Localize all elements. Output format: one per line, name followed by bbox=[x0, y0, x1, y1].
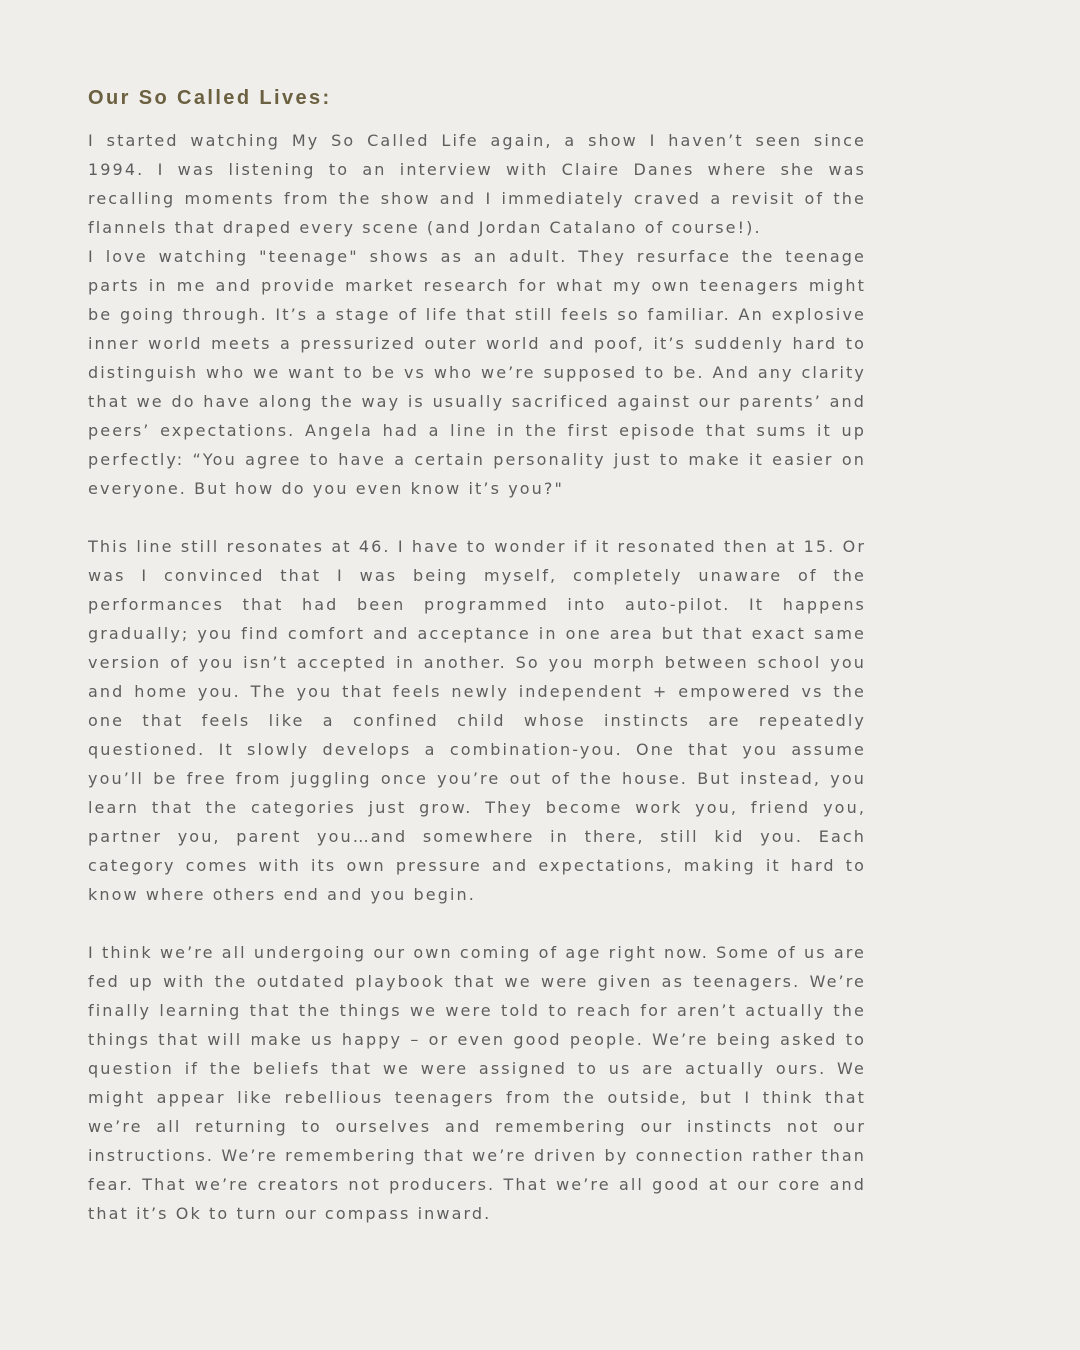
article-title: Our So Called Lives: bbox=[88, 87, 332, 109]
article bbox=[88, 84, 866, 1228]
paragraph-coming-of-age: I think we’re all undergoing our own coming of age right now. Some of us are fed up with the outdated playbook that we were given as teenagers. We’re finally learning that the things we were told to reach for aren’t actually the things that will make us happy – or even good people. We’re being asked to question if the beliefs that we were assigned to us are actually ours. We might appear like rebellious teenagers from the outside, but I think that we’re all returning to ourselves and remembering our instincts not our instructions. We’re remembering that we’re driven by connection rather than fear. That we’re creators not producers. That we’re all good at our core and that it’s Ok to turn our compass inward. bbox=[88, 943, 866, 1223]
paragraph-resonates: This line still resonates at 46. I have to wonder if it resonated then at 15. Or was I convinced that I was being myself, completely unaware of the performances that had been programmed into auto-pilot. It happens gradually; you find comfort and acceptance in one area but that exact same version of you isn’t accepted in another. So you morph between school you and home you. The you that feels newly independent + empowered vs the one that feels like a confined child whose instincts are repeatedly questioned. It slowly develops a combination-you. One that you assume you’ll be free from juggling once you’re out of the house. But instead, you learn that the categories just grow. They become work you, friend you, partner you, parent you…and somewhere in there, still kid you. Each category comes with its own pressure and expectations, making it hard to know where others end and you begin. bbox=[88, 537, 866, 904]
paragraph-teenage-shows: I love watching "teenage" shows as an adult. They resurface the teenage parts in me and provide market research for what my own teenagers might be going through. It’s a stage of life that still feels so familiar. An explosive inner world meets a pressurized outer world and poof, it’s suddenly hard to distinguish who we want to be vs who we’re supposed to be. And any clarity that we do have along the way is usually sacrificed against our parents’ and peers’ expectations. Angela had a line in the first episode that sums it up perfectly: “You agree to have a certain personality just to make it easier on everyone. But how do you even know it’s you?" bbox=[88, 247, 866, 498]
paragraph-intro: I started watching My So Called Life again, a show I haven’t seen since 1994. I was listening to an interview with Claire Danes where she was recalling moments from the show and I immediately craved a revisit of the flannels that draped every scene (and Jordan Catalano of course!). bbox=[88, 131, 866, 237]
